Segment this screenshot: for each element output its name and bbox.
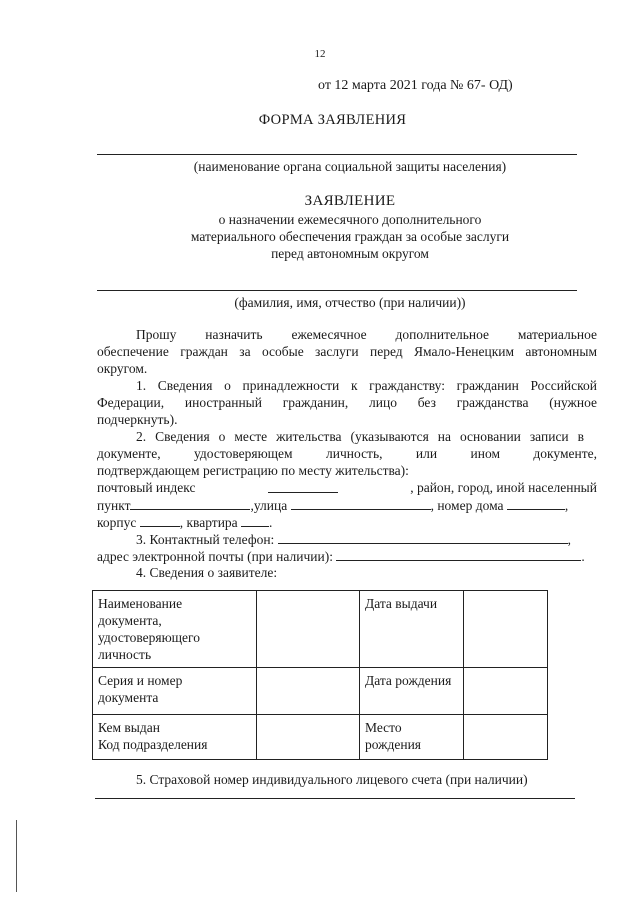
request-text-line: Прошу назначить ежемесячное дополнительное материальное [136, 327, 597, 342]
phone-row: 3. Контактный телефон: , [136, 532, 572, 547]
series-number-value-cell[interactable] [257, 668, 360, 715]
org-name-line [97, 154, 577, 155]
house-label: , номер дома [430, 498, 504, 513]
applicant-info-title: 4. Сведения о заявителе: [136, 565, 278, 580]
phone-field[interactable] [278, 531, 568, 544]
email-field[interactable] [336, 548, 581, 561]
birth-place-label-cell [360, 715, 464, 760]
birth-date-label: Дата рождения [365, 673, 452, 688]
residence-line: подтверждающем регистрацию по месту жительства): [97, 463, 409, 478]
birth-place-label: Место [365, 720, 402, 735]
application-title: ЗАЯВЛЕНИЕ [304, 193, 396, 209]
postal-index-label: почтовый индекс [97, 480, 196, 495]
order-reference: от 12 марта 2021 года № 67- ОД) [318, 78, 513, 93]
settlement-field[interactable] [130, 497, 250, 510]
applicant-info-table [92, 590, 548, 760]
birth-place-value-cell[interactable] [464, 715, 548, 760]
series-number-label: Серия и номер [98, 673, 183, 688]
house-field[interactable] [507, 497, 565, 510]
issued-by-label: Код подразделения [98, 737, 208, 752]
email-label: адрес электронной почты (при наличии): [97, 549, 333, 564]
apartment-field[interactable] [241, 514, 269, 527]
residence-line: документе, удостоверяющем личность, или ином документе, [97, 446, 597, 461]
id-doc-label: удостоверяющего [98, 630, 200, 645]
district-label: , район, город, иной населенный [410, 480, 597, 495]
page-number: 12 [314, 48, 326, 60]
id-doc-label-cell [93, 591, 257, 668]
settlement-label: пункт [97, 498, 131, 513]
building-row: корпус , квартира . [97, 515, 273, 530]
phone-label: 3. Контактный телефон: [136, 532, 275, 547]
org-caption: (наименование органа социальной защиты населения) [193, 159, 507, 174]
residence-line: 2. Сведения о месте жительства (указываются на основании записи в [136, 429, 584, 444]
postal-index-field[interactable] [268, 480, 338, 493]
id-doc-value-cell[interactable] [257, 591, 360, 668]
issued-by-label-cell [93, 715, 257, 760]
id-doc-label: личность [98, 647, 152, 662]
application-subtitle-line: перед автономным округом [271, 246, 429, 261]
building-field[interactable] [140, 514, 180, 527]
birth-date-value-cell[interactable] [464, 668, 548, 715]
street-label: ,улица [250, 498, 288, 513]
issued-by-label: Кем выдан [98, 720, 160, 735]
issue-date-label-cell [360, 591, 464, 668]
email-row: адрес электронной почты (при наличии): . [97, 549, 585, 564]
issue-date-label: Дата выдачи [365, 596, 438, 611]
applicant-name-line [97, 290, 577, 291]
series-number-label-cell [93, 668, 257, 715]
snils-line[interactable] [95, 798, 575, 799]
postal-row [97, 480, 597, 496]
form-title: ФОРМА ЗАЯВЛЕНИЯ [258, 112, 407, 128]
citizenship-line: 1. Сведения о принадлежности к гражданству: гражданин Российской [136, 378, 597, 393]
id-doc-label: Наименование [98, 596, 183, 611]
snils-title: 5. Страховой номер индивидуального лицевого счета (при наличии) [136, 772, 528, 787]
citizenship-line: подчеркнуть). [97, 412, 178, 427]
apartment-label: , квартира [179, 515, 238, 530]
issued-by-value-cell[interactable] [257, 715, 360, 760]
citizenship-line: Федерации, иностранный гражданин, лицо без гражданства (нужное [97, 395, 597, 410]
application-subtitle-line: о назначении ежемесячного дополнительного [218, 212, 482, 227]
request-text-line: округом. [97, 361, 148, 376]
issue-date-value-cell[interactable] [464, 591, 548, 668]
birth-place-label: рождения [365, 737, 422, 752]
application-subtitle-line: материального обеспечения граждан за особые заслуги [190, 229, 510, 244]
series-number-label: документа [98, 690, 159, 705]
name-caption: (фамилия, имя, отчество (при наличии)) [234, 295, 466, 310]
id-doc-label: документа, [98, 613, 162, 628]
birth-date-label-cell [360, 668, 464, 715]
address-row: пункт ,улица , номер дома , [97, 498, 569, 513]
scan-margin-mark [16, 820, 17, 892]
request-text-line: обеспечение граждан за особые заслуги перед Ямало-Ненецким автономным [97, 344, 597, 359]
building-label: корпус [97, 515, 137, 530]
street-field[interactable] [291, 497, 431, 510]
